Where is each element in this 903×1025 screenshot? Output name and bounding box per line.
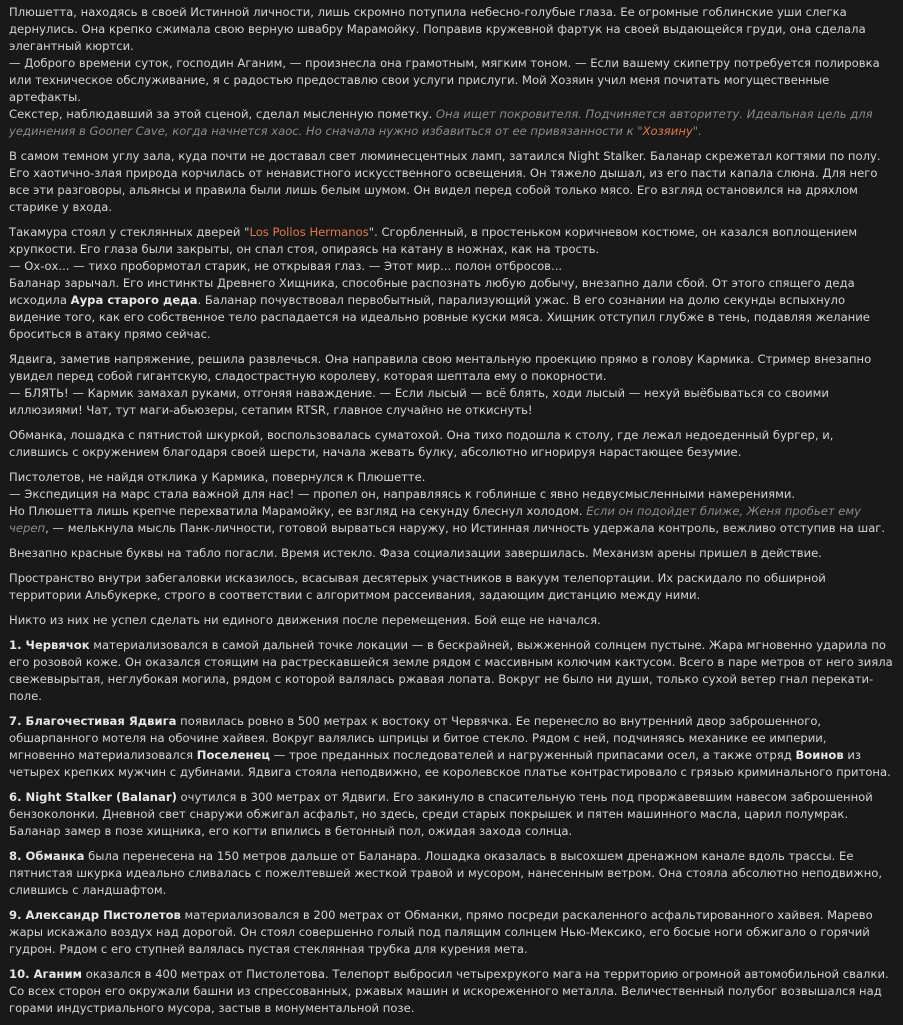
- item-text: появилась ровно в 500 метрах к востоку от Червячка. Ее перенесло во внутренний двор заброшенного, обшарпанного мотеля на обочине хайвея. Вокруг валялись шприцы и битое стекло. Рядом с ней, подчиняясь механике ее империи, мгновенно материализовался: [9, 714, 827, 762]
- item-heading: 7. Благочестивая Ядвига: [9, 714, 177, 728]
- item-text: оказался в 400 метрах от Пистолетова. Телепорт выбросил четырехрукого мага на территорию огромной автомобильной свалки. Со всех сторон его окружали башни из спрессованных, ржавых машин и искореженного металла. Величественный полубог возвышался над горами индустриального мусора, застыв в монументальной позе.: [9, 967, 889, 1015]
- list-item-1: [9, 637, 893, 705]
- item-text: из четырех крепких мужчин с дубинами. Ядвига стояла неподвижно, ее королевское платье контрастировало с грязью криминального притона.: [9, 748, 891, 779]
- text-line: [9, 106, 893, 140]
- text-line: [9, 275, 893, 343]
- list-item-8: [9, 848, 893, 899]
- item-heading: 1. Червячок: [9, 638, 90, 652]
- item-text: материализовался в самой дальней точке локации — в бескрайней, выжженной солнцем пустыне. Жара мгновенно ударила по его розовой коже. Он оказался стоящим на растрескавшейся земле рядом с массивным колючим кактусом. Всего в паре метров от него зияла свежевырытая, неглубокая могила, рядом с которой валялась ржавая лопата. Вокруг не было ни души, только сухой ветер гнал перекати-поле.: [9, 638, 893, 703]
- dialogue-line: — БЛЯТЬ! — Кармик замахал руками, отгоняя наваждение. — Если лысый — всё блять, ходи лысый — нехуй выёбываться со своими иллюзиями! Чат, тут маги-абьюзеры, сетапим RTSR, главное случайно не откиснуть!: [9, 386, 829, 417]
- text-line: Плюшетта, находясь в своей Истинной личности, лишь скромно потупила небесно-голубые глаза. Ее огромные гоблинские уши слегка дернулись. Она крепко сжимала свою верную швабру Марамойку. Поправив кружевной фартук на своей выдающейся груди, она сделала элегантный кюртси.: [9, 5, 866, 53]
- paragraph-yadviga: [9, 351, 893, 419]
- list-item-7: [9, 713, 893, 781]
- item-text: была перенесена на 150 метров дальше от Баланара. Лошадка оказалась в высохшем дренажном канале вдоль трассы. Ее пятнистая шкурка идеально сливалась с пожелтевшей жесткой травой и мусором, нанесенным ветром. Она стояла абсолютно неподвижно, слившись с ландшафтом.: [9, 849, 883, 897]
- highlighted-name: Los Pollos Hermanos: [249, 225, 369, 239]
- text-run: Такамура стоял у стеклянных дверей ": [9, 225, 250, 239]
- inner-thought: Если он подойдет ближе, Женя пробьет ему череп: [9, 504, 862, 535]
- bold-term: Воинов: [795, 748, 844, 762]
- paragraph-teleport: Пространство внутри забегаловки исказилось, всасывая десятерых участников в вакуум телепортации. Их раскидало по обширной территории Альбукерке, строго в соответствии с алгоритмом рассеивания, задающим дистанцию между ними.: [9, 571, 826, 602]
- paragraph-pluschetta: [9, 4, 893, 140]
- item-heading: 9. Александр Пистолетов: [9, 908, 181, 922]
- list-item-10: [9, 966, 893, 1017]
- story-text: [9, 4, 893, 1025]
- thought-text: Она ищет покровителя. Подчиняется авторитету. Идеальная цель для уединения в Gooner Cave, когда начнется хаос. Но сначала нужно избавиться от ее привязанности к ": [9, 107, 873, 138]
- text-line: Ядвига, заметив напряжение, решила развлечься. Она направила свою ментальную проекцию прямо в голову Кармика. Стример внезапно увидел перед собой гигантскую, сладострастную королеву, которая шептала ему о покорности.: [9, 352, 872, 383]
- item-heading: 10. Аганим: [9, 967, 83, 981]
- item-text: — трое преданных последователей и нагруженный припасами осел, а также отряд: [269, 748, 796, 762]
- text-run: ". Сгорбленный, в простеньком коричневом костюме, он казался воплощением хрупкости. Его глаза были закрыты, он спал стоя, опираясь на катану в ножнах, как на трость.: [9, 225, 858, 256]
- text-line: [9, 224, 893, 258]
- text-run: Но Плюшетта лишь крепче перехватила Марамойку, ее взгляд на секунду блеснул холодом.: [9, 504, 587, 518]
- highlighted-name: Хозяину: [642, 124, 693, 138]
- paragraph-night-stalker: В самом темном углу зала, куда почти не доставал свет люминесцентных ламп, затаился Night Stalker. Баланар скрежетал когтями по полу. Его хаотично-злая природа корчилась от ненавистного искусственного освещения. Он тяжело дышал, из его пасти капала слюна. Для него все эти разговоры, альянсы и правила были лишь белым шумом. Он видел перед собой только мясо. Его взгляд остановился на дряхлом старике у входа.: [9, 149, 881, 214]
- dialogue-line: — Ох-ох... — тихо пробормотал старик, не открывая глаз. — Этот мир... полон отбросов...: [9, 259, 563, 273]
- list-item-9: [9, 907, 893, 958]
- text-run: . Баланар почувствовал первобытный, парализующий ужас. В его сознании на долю секунды вспыхнуло видение того, как его собственное тело распадается на идеально ровные куски мяса. Хищник отступил глубже в тень, подавляя желание броситься в атаку прямо сейчас.: [9, 293, 870, 341]
- paragraph-obmanka: Обманка, лошадка с пятнистой шкуркой, воспользовалась суматохой. Она тихо подошла к столу, где лежал недоеденный бургер, и, слившись с окружением благодаря своей шерсти, начала жевать булку, абсолютно игнорируя нарастающее безумие.: [9, 428, 834, 459]
- text-line: [9, 503, 893, 537]
- item-text: очутился в 300 метрах от Ядвиги. Его закинуло в спасительную тень под проржавевшим навесом заброшенной бензоколонки. Дневной свет снаружи обжигал асфальт, но здесь, среди старых покрышек и пятен машинного масла, царил полумрак. Баланар замер в позе хищника, его когти впились в бетонный пол, ожидая захода солнца.: [9, 790, 873, 838]
- list-item-6: [9, 789, 893, 840]
- text-line: Пистолетов, не найдя отклика у Кармика, повернулся к Плюшетте.: [9, 470, 426, 484]
- paragraph-timer: Внезапно красные буквы на табло погасли. Время истекло. Фаза социализации завершилась. Механизм арены пришел в действие.: [9, 546, 822, 560]
- item-heading: 6. Night Stalker (Balanar): [9, 790, 177, 804]
- dialogue-line: — Доброго времени суток, господин Аганим, — произнесла она грамотным, мягким тоном. — Если вашему скипетру потребуется полировка или техническое обслуживание, я с радостью предоставлю свои услуги прислуги. Мой Хозяин учил меня почитать могущественные артефакты.: [9, 56, 880, 104]
- item-text: материализовался в 200 метрах от Обманки, прямо посреди раскаленного асфальтированного хайвея. Марево жары искажало воздух над дорогой. Он стоял совершенно голый под палящим солнцем Нью-Мексико, его босые ноги обжигало о горячий гудрон. Рядом с его ступней валялась пустая стеклянная трубка для курения мета.: [9, 908, 873, 956]
- text-run: Секстер, наблюдавший за этой сценой, сделал мысленную пометку.: [9, 107, 436, 121]
- thought-end: ".: [692, 124, 702, 138]
- text-run: Баланар зарычал. Его инстинкты Древнего Хищника, способные распознать любую добычу, внезапно дали сбой. От этого спящего деда исходила: [9, 276, 855, 307]
- bold-term: Поселенец: [196, 748, 270, 762]
- paragraph-takamura: [9, 224, 893, 343]
- paragraph-pistoletov: [9, 469, 893, 537]
- item-heading: 8. Обманка: [9, 849, 85, 863]
- dialogue-line: — Экспедиция на марс стала важной для нас! — пропел он, направляясь к гоблинше с явно недвусмысленными намерениями.: [9, 487, 796, 501]
- paragraph-no-move: Никто из них не успел сделать ни единого движения после перемещения. Бой еще не начался.: [9, 613, 601, 627]
- bold-term: Аура старого деда: [70, 293, 198, 307]
- text-run: , — мелькнула мысль Панк-личности, готовой вырваться наружу, но Истинная личность удержала контроль, вежливо отступив на шаг.: [45, 521, 886, 535]
